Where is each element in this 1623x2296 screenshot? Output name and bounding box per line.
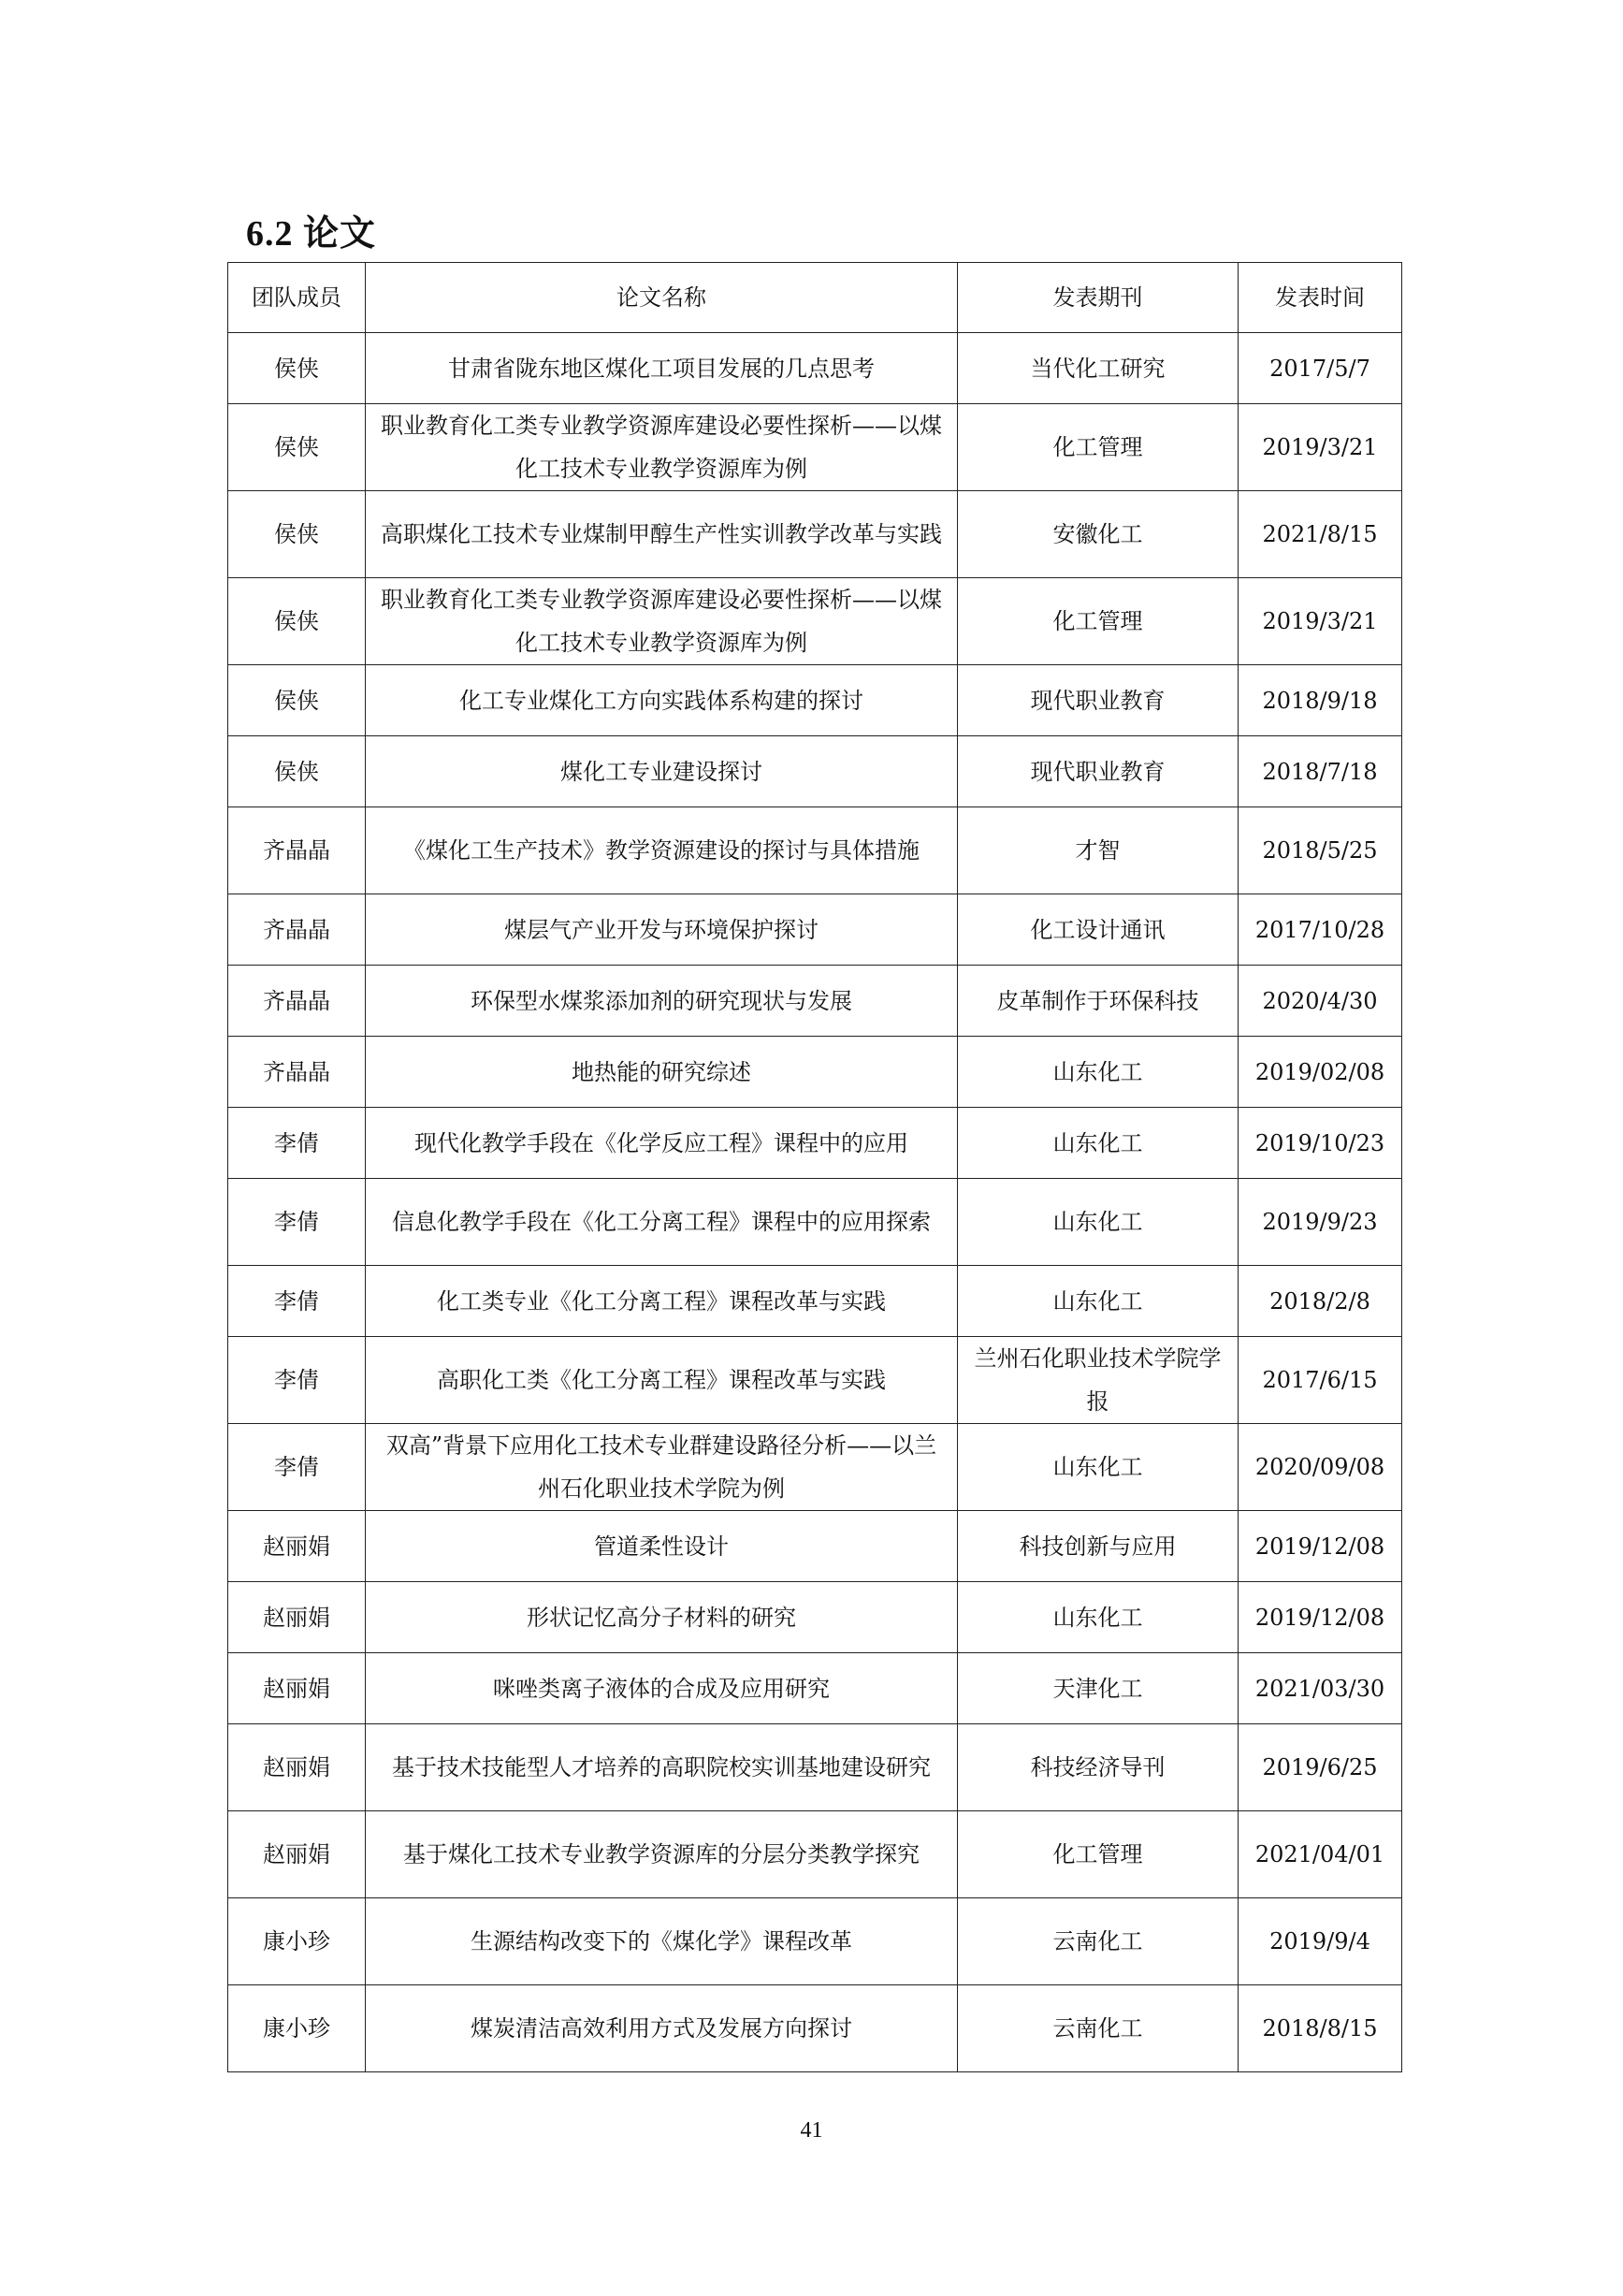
page-number: 41 — [800, 2118, 823, 2143]
table-row — [228, 1424, 1402, 1511]
cell-title: 信息化教学手段在《化工分离工程》课程中的应用探索 — [366, 1179, 958, 1266]
cell-date: 2019/12/08 — [1239, 1582, 1402, 1653]
table-row — [228, 1724, 1402, 1811]
table-row — [228, 333, 1402, 404]
cell-date: 2019/9/4 — [1239, 1898, 1402, 1985]
cell-date: 2021/03/30 — [1239, 1653, 1402, 1724]
cell-date: 2018/9/18 — [1239, 665, 1402, 736]
cell-member: 齐晶晶 — [228, 894, 366, 966]
cell-journal: 现代职业教育 — [958, 736, 1239, 807]
table-row — [228, 807, 1402, 894]
table-row — [228, 1108, 1402, 1179]
cell-member: 侯侠 — [228, 736, 366, 807]
cell-member: 赵丽娟 — [228, 1582, 366, 1653]
table-row — [228, 1266, 1402, 1337]
table-row — [228, 894, 1402, 966]
cell-date: 2018/7/18 — [1239, 736, 1402, 807]
cell-title: 高职化工类《化工分离工程》课程改革与实践 — [366, 1337, 958, 1424]
cell-member: 李倩 — [228, 1337, 366, 1424]
cell-date: 2021/04/01 — [1239, 1811, 1402, 1898]
cell-member: 侯侠 — [228, 578, 366, 665]
cell-member: 齐晶晶 — [228, 966, 366, 1037]
cell-title: 形状记忆高分子材料的研究 — [366, 1582, 958, 1653]
header-date: 发表时间 — [1239, 263, 1402, 333]
cell-date: 2018/8/15 — [1239, 1985, 1402, 2072]
cell-date: 2019/9/23 — [1239, 1179, 1402, 1266]
cell-title: 生源结构改变下的《煤化学》课程改革 — [366, 1898, 958, 1985]
cell-member: 赵丽娟 — [228, 1811, 366, 1898]
cell-journal: 科技经济导刊 — [958, 1724, 1239, 1811]
cell-date: 2019/3/21 — [1239, 578, 1402, 665]
table-row — [228, 1898, 1402, 1985]
cell-date: 2019/12/08 — [1239, 1511, 1402, 1582]
cell-member: 康小珍 — [228, 1898, 366, 1985]
table-row — [228, 1337, 1402, 1424]
cell-journal: 云南化工 — [958, 1985, 1239, 2072]
cell-journal: 山东化工 — [958, 1266, 1239, 1337]
cell-journal: 化工管理 — [958, 404, 1239, 491]
cell-date: 2019/6/25 — [1239, 1724, 1402, 1811]
cell-date: 2017/5/7 — [1239, 333, 1402, 404]
section-title: 6.2 论文 — [246, 214, 377, 254]
table-row — [228, 578, 1402, 665]
cell-title: 高职煤化工技术专业煤制甲醇生产性实训教学改革与实践 — [366, 491, 958, 578]
table-row — [228, 404, 1402, 491]
table-row — [228, 1985, 1402, 2072]
cell-date: 2021/8/15 — [1239, 491, 1402, 578]
cell-journal: 现代职业教育 — [958, 665, 1239, 736]
cell-title: 《煤化工生产技术》教学资源建设的探讨与具体措施 — [366, 807, 958, 894]
table-row — [228, 1582, 1402, 1653]
table-row — [228, 1179, 1402, 1266]
cell-date: 2019/3/21 — [1239, 404, 1402, 491]
cell-journal: 化工设计通讯 — [958, 894, 1239, 966]
cell-title: 职业教育化工类专业教学资源库建设必要性探析——以煤化工技术专业教学资源库为例 — [366, 404, 958, 491]
cell-title: 煤化工专业建设探讨 — [366, 736, 958, 807]
papers-table — [227, 262, 1402, 2072]
cell-member: 赵丽娟 — [228, 1653, 366, 1724]
cell-journal: 当代化工研究 — [958, 333, 1239, 404]
table-row — [228, 1511, 1402, 1582]
cell-title: 环保型水煤浆添加剂的研究现状与发展 — [366, 966, 958, 1037]
cell-title: 地热能的研究综述 — [366, 1037, 958, 1108]
cell-title: 职业教育化工类专业教学资源库建设必要性探析——以煤化工技术专业教学资源库为例 — [366, 578, 958, 665]
cell-title: 化工类专业《化工分离工程》课程改革与实践 — [366, 1266, 958, 1337]
cell-date: 2017/6/15 — [1239, 1337, 1402, 1424]
cell-member: 李倩 — [228, 1424, 366, 1511]
table-row — [228, 966, 1402, 1037]
cell-member: 李倩 — [228, 1108, 366, 1179]
cell-title: 化工专业煤化工方向实践体系构建的探讨 — [366, 665, 958, 736]
table-row — [228, 1037, 1402, 1108]
cell-member: 赵丽娟 — [228, 1724, 366, 1811]
cell-member: 侯侠 — [228, 404, 366, 491]
table-row — [228, 736, 1402, 807]
cell-title: 煤层气产业开发与环境保护探讨 — [366, 894, 958, 966]
cell-journal: 山东化工 — [958, 1424, 1239, 1511]
table-row — [228, 665, 1402, 736]
cell-title: 双高”背景下应用化工技术专业群建设路径分析——以兰州石化职业技术学院为例 — [366, 1424, 958, 1511]
cell-journal: 才智 — [958, 807, 1239, 894]
cell-date: 2018/5/25 — [1239, 807, 1402, 894]
cell-title: 现代化教学手段在《化学反应工程》课程中的应用 — [366, 1108, 958, 1179]
cell-date: 2017/10/28 — [1239, 894, 1402, 966]
header-member: 团队成员 — [228, 263, 366, 333]
cell-journal: 天津化工 — [958, 1653, 1239, 1724]
table-row — [228, 1653, 1402, 1724]
cell-journal: 兰州石化职业技术学院学报 — [958, 1337, 1239, 1424]
cell-member: 李倩 — [228, 1266, 366, 1337]
header-title: 论文名称 — [366, 263, 958, 333]
cell-member: 康小珍 — [228, 1985, 366, 2072]
cell-title: 煤炭清洁高效利用方式及发展方向探讨 — [366, 1985, 958, 2072]
cell-date: 2020/4/30 — [1239, 966, 1402, 1037]
cell-title: 基于技术技能型人才培养的高职院校实训基地建设研究 — [366, 1724, 958, 1811]
cell-date: 2020/09/08 — [1239, 1424, 1402, 1511]
cell-journal: 化工管理 — [958, 1811, 1239, 1898]
cell-member: 齐晶晶 — [228, 807, 366, 894]
header-journal: 发表期刊 — [958, 263, 1239, 333]
cell-journal: 科技创新与应用 — [958, 1511, 1239, 1582]
cell-journal: 山东化工 — [958, 1179, 1239, 1266]
cell-title: 基于煤化工技术专业教学资源库的分层分类教学探究 — [366, 1811, 958, 1898]
cell-date: 2019/02/08 — [1239, 1037, 1402, 1108]
table-header-row — [228, 263, 1402, 333]
cell-member: 齐晶晶 — [228, 1037, 366, 1108]
cell-date: 2019/10/23 — [1239, 1108, 1402, 1179]
cell-member: 侯侠 — [228, 491, 366, 578]
table-row — [228, 491, 1402, 578]
cell-title: 管道柔性设计 — [366, 1511, 958, 1582]
cell-member: 侯侠 — [228, 333, 366, 404]
cell-member: 李倩 — [228, 1179, 366, 1266]
cell-journal: 山东化工 — [958, 1582, 1239, 1653]
cell-title: 甘肃省陇东地区煤化工项目发展的几点思考 — [366, 333, 958, 404]
cell-journal: 皮革制作于环保科技 — [958, 966, 1239, 1037]
table-body — [228, 333, 1402, 2072]
cell-journal: 化工管理 — [958, 578, 1239, 665]
cell-journal: 安徽化工 — [958, 491, 1239, 578]
table-row — [228, 1811, 1402, 1898]
cell-member: 侯侠 — [228, 665, 366, 736]
cell-journal: 山东化工 — [958, 1108, 1239, 1179]
cell-title: 咪唑类离子液体的合成及应用研究 — [366, 1653, 958, 1724]
cell-journal: 云南化工 — [958, 1898, 1239, 1985]
cell-date: 2018/2/8 — [1239, 1266, 1402, 1337]
cell-journal: 山东化工 — [958, 1037, 1239, 1108]
cell-member: 赵丽娟 — [228, 1511, 366, 1582]
